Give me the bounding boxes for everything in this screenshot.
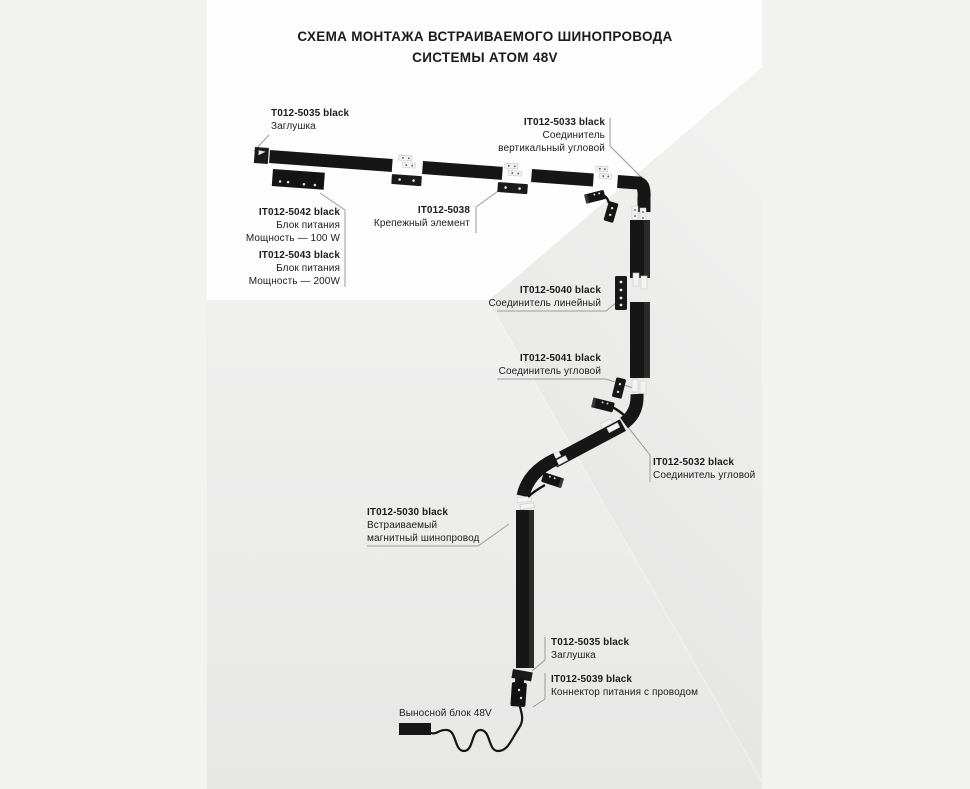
remote-power-block <box>399 723 431 735</box>
track-side-face <box>644 302 650 378</box>
track-segment <box>516 510 529 668</box>
label-end-cap-top: T012-5035 black Заглушка <box>271 108 350 132</box>
label-psu-100: IT012-5042 black Блок питания Мощность — 100 W <box>245 207 340 244</box>
label-remote-block: Выносной блок 48V <box>399 708 492 719</box>
track-side-face <box>529 510 534 668</box>
label-psu-200: IT012-5043 black Блок питания Мощность — 200W <box>248 250 340 287</box>
label-power-connector: IT012-5039 black Коннектор питания с проводом <box>551 674 699 698</box>
label-end-cap-bottom: T012-5035 black Заглушка <box>551 637 630 661</box>
label-connector-corner-5032: IT012-5032 black Соединитель угловой <box>653 457 756 481</box>
label-recessed-track: IT012-5030 black Встраиваемый магнитный шинопровод <box>367 507 480 544</box>
label-connector-corner-5041: IT012-5041 black Соединитель угловой <box>498 353 601 377</box>
title-line-2: СИСТЕМЫ АТОМ 48V <box>412 50 558 65</box>
end-cap-left <box>254 147 269 164</box>
label-bracket: IT012-5038 Крепежный элемент <box>373 205 470 229</box>
label-corner-vertical: IT012-5033 black Соединитель вертикальный угловой <box>498 117 605 154</box>
page-title <box>208 26 762 68</box>
track-segment <box>630 302 644 378</box>
track-segment <box>630 220 644 278</box>
title-line-1: СХЕМА МОНТАЖА ВСТРАИВАЕМОГО ШИНОПРОВОДА <box>297 29 673 44</box>
label-connector-linear: IT012-5040 black Соединитель линейный <box>488 285 601 309</box>
corner-connector-vertical <box>638 183 644 212</box>
track-side-face <box>644 220 650 278</box>
